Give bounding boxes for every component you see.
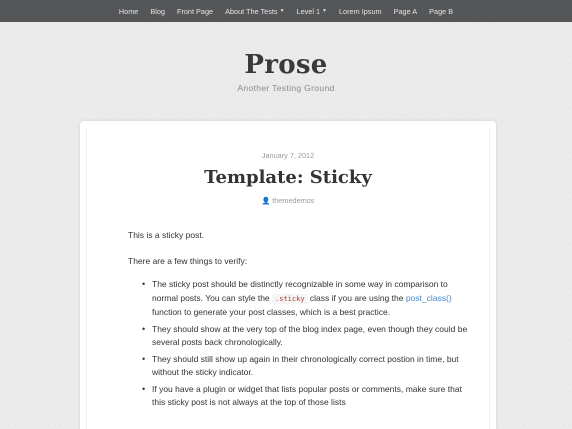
- chevron-down-icon: ▼: [279, 8, 285, 14]
- nav-item-lorem-ipsum[interactable]: [333, 7, 388, 16]
- list-item-text: The sticky post should be distinctly recognizable in some way in comparison to normal posts. You can style the: [152, 279, 448, 303]
- nav-item-blog[interactable]: [144, 7, 171, 16]
- post-card-inner: [86, 129, 490, 429]
- post-date[interactable]: January 7, 2012: [261, 151, 315, 160]
- nav-item-label: Page A: [393, 6, 418, 16]
- post-author[interactable]: [87, 196, 489, 205]
- site-header: [0, 22, 572, 93]
- post-intro: This is a sticky post.: [128, 230, 205, 240]
- post-card: [80, 121, 496, 429]
- list-item-text: class if you are using the: [307, 292, 406, 303]
- list-item: • If you have a plugin or widget that lists popular posts or comments, make sure that this sticky post is not always at the top of those lists: [142, 383, 468, 410]
- nav-item-page-a[interactable]: [388, 7, 424, 16]
- nav-item-label: Lorem Ipsum: [339, 6, 382, 16]
- sticky-class-code: .sticky: [272, 294, 308, 304]
- nav-item-label: Page B: [429, 6, 454, 16]
- nav-item-page-b[interactable]: [423, 7, 459, 16]
- nav-item-label: Front Page: [176, 6, 214, 16]
- site-title[interactable]: Prose: [244, 50, 328, 80]
- list-item-text: function to generate your post classes, which is a best practice.: [152, 307, 391, 317]
- nav-item-label: About The Tests: [225, 6, 278, 16]
- nav-item-label: Blog: [150, 6, 165, 16]
- post-author-name: themedemos: [272, 196, 315, 205]
- post-content: [128, 229, 468, 413]
- post-class-link[interactable]: post_class(): [405, 292, 452, 303]
- top-navigation-bar: [0, 0, 572, 22]
- post-title[interactable]: Template: Sticky: [204, 167, 372, 188]
- list-item: [142, 278, 468, 320]
- nav-item-front-page[interactable]: [171, 7, 219, 16]
- chevron-down-icon: ▼: [322, 8, 327, 14]
- list-item: • They should show at the very top of the blog index page, even though they could be several posts back chronologically.: [142, 323, 468, 350]
- site-description: Another Testing Ground: [237, 83, 335, 93]
- post-lead: There are a few things to verify:: [128, 255, 248, 266]
- nav-item-level-1[interactable]: [291, 7, 333, 16]
- nav-item-about-the-tests[interactable]: [219, 7, 290, 16]
- verification-list: [128, 278, 468, 410]
- nav-item-label: Home: [118, 6, 139, 16]
- list-item: • They should still show up again in their chronologically correct postion in time, but without the sticky indicator.: [142, 353, 468, 380]
- nav-item-home[interactable]: [113, 7, 144, 16]
- nav-item-label: Level 1: [296, 6, 321, 16]
- person-icon: 👤: [261, 198, 271, 205]
